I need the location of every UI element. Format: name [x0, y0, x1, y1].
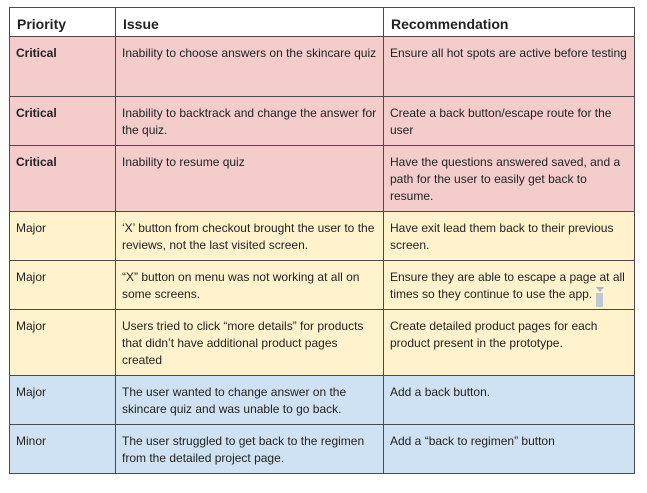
recommendation-cell: Ensure they are able to escape a page at all times so they continue to use the app. — [384, 261, 635, 310]
priority-cell: Critical — [10, 97, 116, 146]
recommendation-cell: Ensure all hot spots are active before testing — [384, 37, 635, 97]
recommendation-cell: Add a “back to regimen” button — [384, 425, 635, 474]
table-header-row — [10, 8, 635, 37]
priority-cell: Major — [10, 310, 116, 376]
issue-cell: The user wanted to change answer on the skincare quiz and was unable to go back. — [116, 376, 384, 425]
priority-cell: Minor — [10, 425, 116, 474]
header-issue: Issue — [116, 8, 384, 37]
recommendation-cell: Create detailed product pages for each product present in the prototype. — [384, 310, 635, 376]
recommendation-cell: Have exit lead them back to their previous screen. — [384, 212, 635, 261]
issue-cell: The user struggled to get back to the regimen from the detailed project page. — [116, 425, 384, 474]
priority-cell: Major — [10, 212, 116, 261]
table-row — [10, 37, 635, 97]
table-row — [10, 146, 635, 212]
header-recommendation: Recommendation — [384, 8, 635, 37]
header-priority: Priority — [10, 8, 116, 37]
cell-scroll-indicator[interactable] — [594, 287, 605, 307]
recommendation-cell: Add a back button. — [384, 376, 635, 425]
scroll-down-arrow-icon[interactable] — [596, 287, 604, 292]
priority-cell: Critical — [10, 37, 116, 97]
table-row — [10, 97, 635, 146]
issue-cell: Inability to resume quiz — [116, 146, 384, 212]
table-row — [10, 425, 635, 474]
table-row — [10, 376, 635, 425]
issue-cell: Inability to backtrack and change the answer for the quiz. — [116, 97, 384, 146]
issue-cell: Users tried to click “more details” for products that didn’t have additional product pages created — [116, 310, 384, 376]
issue-cell: Inability to choose answers on the skincare quiz — [116, 37, 384, 97]
priority-cell: Major — [10, 376, 116, 425]
recommendation-cell: Have the questions answered saved, and a path for the user to easily get back to resume. — [384, 146, 635, 212]
issue-cell: “X” button on menu was not working at all on some screens. — [116, 261, 384, 310]
table-row — [10, 310, 635, 376]
priority-cell: Major — [10, 261, 116, 310]
priority-cell: Critical — [10, 146, 116, 212]
scroll-thumb[interactable] — [596, 293, 603, 307]
table-row — [10, 261, 635, 310]
recommendation-cell: Create a back button/escape route for the user — [384, 97, 635, 146]
table-row — [10, 212, 635, 261]
usability-issues-table — [9, 7, 635, 474]
issue-cell: ‘X’ button from checkout brought the user to the reviews, not the last visited screen. — [116, 212, 384, 261]
